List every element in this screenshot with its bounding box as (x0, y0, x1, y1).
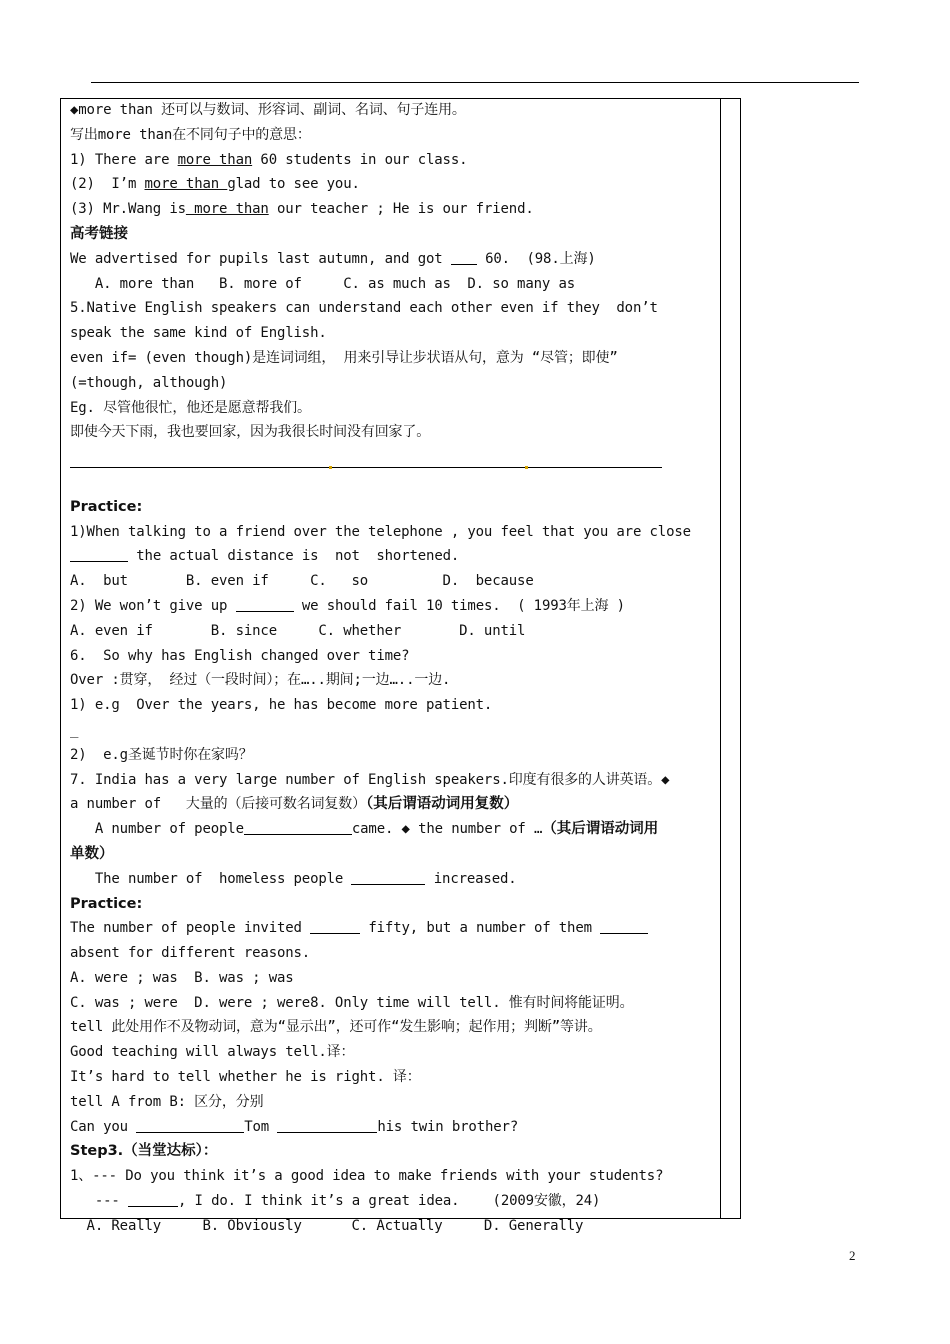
text-line: (2) I’m more than glad to see you. (70, 176, 360, 193)
text-line: 1)When talking to a friend over the telephone , you feel that you are close (70, 523, 691, 540)
text-line: 7. India has a very large number of English speakers.印度有很多的人讲英语。◆ (70, 771, 670, 788)
column-divider (720, 99, 721, 1218)
answer-rule (70, 445, 712, 470)
answer-blank (310, 918, 360, 934)
answer-blank (236, 596, 294, 612)
text-line: tell 此处用作不及物动词，意为“显示出”，还可作“发生影响；起作用；判断”等讲。 (70, 1019, 602, 1036)
text-line: the actual distance is not shortened. (70, 544, 712, 569)
section-heading: 高考链接 (70, 225, 128, 242)
text-line: (=though, although) (70, 374, 228, 391)
text-line: 2) We won’t give up we should fail 10 times. ( 1993年上海 ) (70, 597, 625, 614)
answer-blank (351, 869, 425, 885)
text-line: --- , I do. I think it’s a great idea. (2009安徽，24) (70, 1193, 601, 1210)
text-line: 1、--- Do you think it’s a good idea to make friends with your students? (70, 1168, 664, 1185)
text-line: 单数） (70, 845, 114, 862)
answer-blank (451, 249, 477, 265)
text-line: absent for different reasons. (70, 945, 311, 962)
section-heading: Practice: (70, 498, 143, 515)
text-line: Can you Tom his twin brother? (70, 1118, 519, 1135)
text-line: C. was ; were D. were ; were8. Only time will tell. 惟有时间将能证明。 (70, 994, 634, 1011)
text-line: 写出more than在不同句子中的意思： (70, 126, 311, 143)
text-line: Over :贯穿， 经过（一段时间）；在…..期间;一边…..一边. (70, 672, 451, 689)
answer-blank (136, 1117, 244, 1133)
text-line: A. but B. even if C. so D. because (70, 573, 534, 590)
section-heading: Step3.（当堂达标）： (70, 1143, 218, 1160)
text-line: even if= (even though)是连词词组， 用来引导让步状语从句，意为 “尽管；即使” (70, 349, 618, 366)
spacer-line (70, 470, 712, 495)
text-line: A. more than B. more of C. as much as D. so many as (70, 275, 576, 292)
answer-blank (128, 1191, 178, 1207)
text-line: 1) There are more than 60 students in our class. (70, 151, 468, 168)
answer-blank (600, 918, 648, 934)
text-line: A. were ; was B. was ; was (70, 969, 294, 986)
text-line: _ (70, 721, 79, 738)
text-line: The number of people invited fifty, but a number of them (70, 916, 712, 941)
text-line: ◆more than 还可以与数词、形容词、副词、名词、句子连用。 (70, 102, 466, 118)
text-line: tell A from B: 区分，分别 (70, 1093, 264, 1110)
text-line: 2) e.g圣诞节时你在家吗？ (70, 746, 253, 763)
text-line: speak the same kind of English. (70, 325, 327, 342)
text-line: A number of people came. ◆ the number of …（其后谓语动词用 (70, 821, 659, 838)
text-line: 5.Native English speakers can understand each other even if they don’t (70, 300, 658, 317)
text-line: a number of 大量的（后接可数名词复数）（其后谓语动词用复数） (70, 796, 519, 813)
text-line: It’s hard to tell whether he is right. 译： (70, 1069, 421, 1086)
page-number: 2 (849, 1248, 856, 1263)
text-line: Good teaching will always tell.译： (70, 1044, 355, 1061)
text-line: Eg. 尽管他很忙，他还是愿意帮我们。 (70, 399, 311, 416)
text-line: A. Really B. Obviously C. Actually D. Generally (70, 1217, 584, 1234)
text-line: A. even if B. since C. whether D. until (70, 622, 526, 639)
text-line: The number of homeless people increased. (70, 870, 517, 887)
answer-blank (244, 819, 352, 835)
lesson-content (70, 98, 712, 1239)
text-line: We advertised for pupils last autumn, and got 60. (98.上海) (70, 250, 596, 267)
text-line: (3) Mr.Wang is more than our teacher ; He is our friend. (70, 201, 534, 218)
answer-blank (70, 546, 128, 562)
section-heading: Practice: (70, 895, 143, 912)
text-line: 6. So why has English changed over time? (70, 647, 410, 664)
text-line: 1) e.g Over the years, he has become more patient. (70, 697, 493, 714)
answer-blank (277, 1117, 377, 1133)
header-rule (91, 82, 859, 83)
text-line: 即使今天下雨，我也要回家，因为我很长时间没有回家了。 (70, 424, 431, 441)
